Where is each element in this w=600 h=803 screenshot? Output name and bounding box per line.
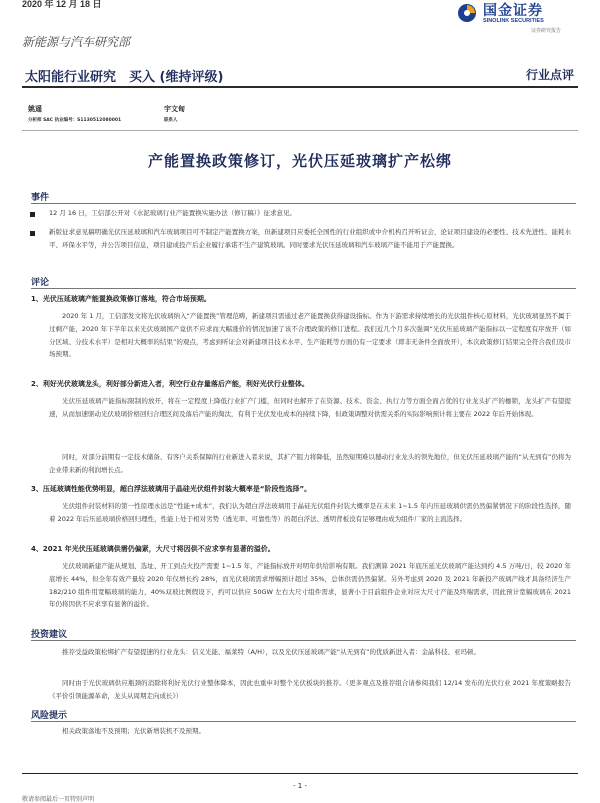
- point-heading: 2、利好光伏玻璃龙头，利好部分新进入者，利空行业存量落后产能，利好光伏行业整体。: [31, 380, 309, 388]
- analyst-license: 分析师 SAC 执业编号：S1130512080001: [28, 118, 122, 123]
- logo-en-text: SINOLINK SECURITIES: [483, 18, 544, 24]
- footer-disclaimer-note: 敬请参阅最后一页特别声明: [22, 796, 95, 803]
- event-item: 12 月 16 日，工信部公开对《水泥玻璃行业产能置换实施办法（修订稿）》征求意见。: [49, 209, 296, 217]
- section-comment: 评论: [31, 278, 50, 288]
- logo-cn-text: 国金证券: [483, 3, 543, 19]
- report-title-bar: [22, 62, 578, 88]
- analyst-name: 姚遥: [28, 105, 42, 113]
- risk-paragraph: 相关政策落地不及预期；光伏新增装机不及预期。: [62, 727, 205, 735]
- contact-name: 宇文甸: [164, 105, 185, 113]
- advice-paragraph: 推荐受益政策松绑扩产有望提速的行业龙头：信义光能、福莱特（A/H），以及光伏压延玻璃产能“从无到有”的优质新进入者：金晶科技、亚玛顿。: [62, 648, 481, 656]
- sinolink-logo: [457, 0, 582, 36]
- report-title: 太阳能行业研究 买入 (维持评级): [25, 70, 224, 85]
- point-paragraph: 光伏压延玻璃产能指标限制的放开，将在一定程度上降低行业扩产门槛，但同时也解开了在资源、技术、资金、执行力等方面全面占优的行业龙头扩产的枷锁，龙头扩产有望提速，从而加速驱动光伏玻璃价格回归合理区间及落后产能的淘汰，有利于光伏发电成本的持续下降，但政策调整对供需关系的实际影响预计将主要在 2022 年后开始体现。: [49, 397, 571, 418]
- section-divider: [31, 640, 576, 641]
- section-event: 事件: [31, 193, 50, 203]
- bullet-icon: [30, 212, 35, 217]
- point-heading: 4、2021 年光伏压延玻璃供需仍偏紧，大尺寸将因供不应求享有显著的溢价。: [31, 545, 275, 553]
- section-divider: [31, 721, 576, 722]
- report-date: 2020 年 12 月 18 日: [22, 0, 102, 9]
- point-heading: 1、光伏压延玻璃产能置换政策修订落地，符合市场预期。: [31, 295, 211, 303]
- bullet-icon: [30, 231, 35, 236]
- section-risk: 风险提示: [31, 711, 68, 721]
- page-number: - 1 -: [293, 782, 307, 790]
- logo-sub-text: 证券研究报告: [531, 28, 562, 34]
- footer-divider: [22, 773, 578, 774]
- point-paragraph: 光伏组件封装材料的第一性原理永远是“性能+成本”，我们认为超白浮法玻璃用于晶硅光伏组件封装大概率是在未来 1~1.5 年内压延玻璃供需仍然偏紧情况下的阶段性选择，随着 2022 年后压延玻璃价格回归理性，性能上处于相对劣势（透光率、可靠性等）的超白浮法、透明背板没有足够理由成为组件厂家的主流选择。: [49, 502, 571, 523]
- contact-role: 联系人: [164, 118, 178, 123]
- point-paragraph: 同时，对部分前期有一定技术储备、有客户关系保障的行业新进入者来说，其扩产阻力将降低，虽然短期难以撼动行业龙头的领先地位，但光伏压延玻璃产能的“从无到有”仍将为企业带来新的利润增长点。: [49, 453, 571, 474]
- analyst-block: [22, 98, 578, 131]
- point-heading: 3、压延玻璃性能优势明显，超白浮法玻璃用于晶硅光伏组件封装大概率是“阶段性选择”。: [31, 485, 312, 493]
- report-type: 行业点评: [525, 68, 574, 82]
- event-item: 新版征求意见稿明确光伏压延玻璃和汽车玻璃项目可不制定产能置换方案，但新建项目应委托全国性的行业组织或中介机构召开听证会，论证项目建设的必要性、技术先进性、能耗水平、环保水平等，并公告项目信息，项目建成投产后企业履行承诺不生产建筑玻璃。同时要求光伏压延玻璃和汽车玻璃产能不能用于产能置换。: [49, 228, 571, 249]
- advice-paragraph: 同时由于光伏玻璃供应瓶颈的消除将利好光伏行业整体降本，因此也重申对整个光伏板块的推荐。（更多观点及推荐组合请参阅我们 12/14 发布的光伏行业 2021 年度策略报告《平价引领能源革命，龙头从周期走向成长》）: [49, 679, 571, 700]
- department-label: 新能源与汽车研究部: [22, 35, 131, 49]
- main-title: 产能置换政策修订，光伏压延玻璃扩产松绑: [147, 152, 452, 170]
- point-paragraph: 2020 年 1 月，工信部发文将光伏玻璃纳入“产能置换”管理范畴，新建项目需通过老产能置换获得建设指标。作为下游需求持续增长的光伏组件核心原材料，光伏玻璃显然不属于过剩产能，2020 年下半年以来光伏玻璃国产竟供不应求而大幅涨价的情况加速了该不合理政策的修订进程。我们近几个月多次强调“光伏压延玻璃产能指标以一定程度有序放开（如分区域、分技术水平）是相对大概率的结果”的观点，考虑到听证会对新建项目技术水平、生产能耗等方面仍有一定要求（即非无条件全面放开），本次政策修订结果完全符合我们及市场预期。: [49, 312, 571, 359]
- point-paragraph: 光伏玻璃新建产能从规划、选址、开工到点火投产需要 1~1.5 年，产能指标放开对明年供给影响有限。我们测算 2021 年底压延光伏玻璃产能达到约 4.5 万吨/日，较 2020 年底增长 44%，但全年有效产量较 2020 年仅增长约 28%，而光伏玻璃需求增幅预计超过 35%，总体供需仍然偏紧。另外考虑到 2020 及 2021 年新投产玻璃产线才具备经济生产 182/210 组件用宽幅玻璃的能力，40%双玻比例假设下，约可以供应 50GW 左右大尺寸组件需求，显著小于目前组件企业对应大尺寸产能及终端需求，因此预计宽幅玻璃在 2021 年仍将因供不应求享有显著的溢价。: [49, 562, 571, 609]
- section-advice: 投资建议: [31, 630, 68, 640]
- sinolink-logo-icon: [457, 2, 477, 24]
- section-divider: [31, 288, 576, 289]
- section-divider: [31, 203, 576, 204]
